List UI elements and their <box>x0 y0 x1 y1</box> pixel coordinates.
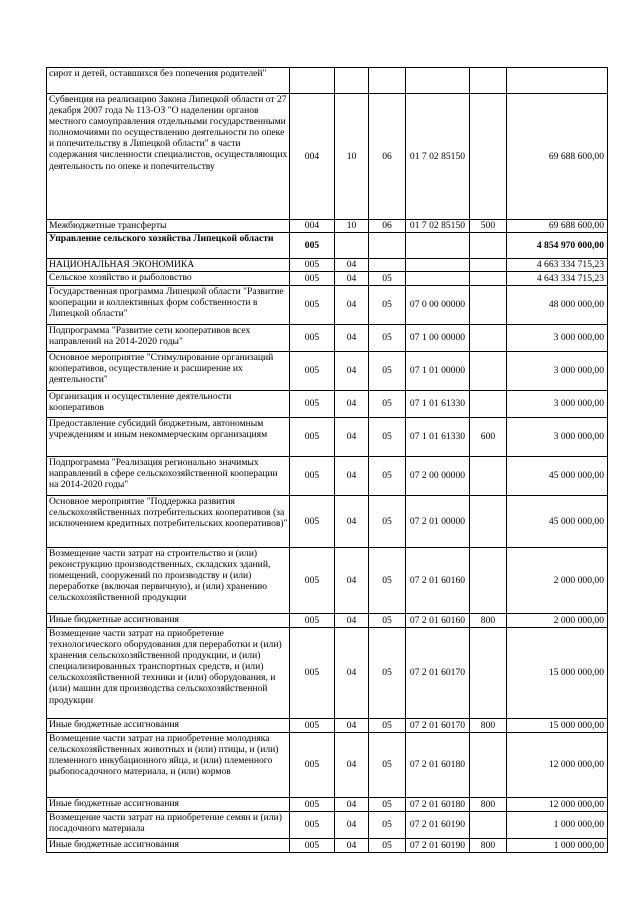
row-sum: 45 000 000,00 <box>507 496 608 548</box>
table-row <box>47 68 608 94</box>
row-sum: 69 688 600,00 <box>507 220 608 233</box>
row-rz: 04 <box>335 352 369 391</box>
row-pr: 05 <box>369 391 406 418</box>
row-ved: 005 <box>290 457 335 496</box>
row-sum: 3 000 000,00 <box>507 391 608 418</box>
row-ved: 005 <box>290 548 335 614</box>
row-csr <box>406 233 470 259</box>
table-row <box>47 839 608 853</box>
table-row <box>47 272 608 286</box>
row-sum: 4 643 334 715,23 <box>507 272 608 286</box>
table-row <box>47 812 608 839</box>
row-ved: 005 <box>290 418 335 457</box>
budget-table-body <box>47 68 608 853</box>
row-vr <box>470 496 507 548</box>
row-sum: 2 000 000,00 <box>507 548 608 614</box>
row-vr <box>470 94 507 220</box>
row-csr: 01 7 02 85150 <box>406 94 470 220</box>
row-name: Иные бюджетные ассигнования <box>47 719 290 733</box>
row-sum: 69 688 600,00 <box>507 94 608 220</box>
row-name: Межбюджетные трансферты <box>47 220 290 233</box>
row-pr: 05 <box>369 719 406 733</box>
row-rz: 04 <box>335 798 369 812</box>
row-ved: 005 <box>290 798 335 812</box>
row-sum: 3 000 000,00 <box>507 325 608 352</box>
row-rz: 04 <box>335 719 369 733</box>
row-name: сирот и детей, оставшихся без попечения родителей" <box>47 68 290 94</box>
row-rz: 10 <box>335 220 369 233</box>
row-vr <box>470 286 507 325</box>
table-row <box>47 220 608 233</box>
row-vr: 800 <box>470 719 507 733</box>
table-row <box>47 798 608 812</box>
row-pr: 05 <box>369 325 406 352</box>
row-rz: 04 <box>335 259 369 272</box>
row-name: Основное мероприятие "Стимулирование организаций кооперативов, осуществление и расширение их деятельности" <box>47 352 290 391</box>
row-pr: 05 <box>369 418 406 457</box>
row-ved: 005 <box>290 286 335 325</box>
row-csr: 07 1 01 61330 <box>406 391 470 418</box>
row-ved: 005 <box>290 496 335 548</box>
row-csr: 01 7 02 85150 <box>406 220 470 233</box>
row-rz: 04 <box>335 733 369 798</box>
table-row <box>47 391 608 418</box>
row-csr: 07 1 00 00000 <box>406 325 470 352</box>
row-name: Иные бюджетные ассигнования <box>47 839 290 853</box>
row-ved: 004 <box>290 94 335 220</box>
row-vr <box>470 391 507 418</box>
row-name: Возмещение части затрат на приобретение молодняка сельскохозяйственных животных и (или) птицы, и (или) племенного инкубационного яйца, и (или) племенного рыбопосадочного материала, и (или) кормов <box>47 733 290 798</box>
row-sum: 45 000 000,00 <box>507 457 608 496</box>
row-name: Сельское хозяйство и рыболовство <box>47 272 290 286</box>
row-ved: 005 <box>290 733 335 798</box>
table-row <box>47 719 608 733</box>
row-vr: 800 <box>470 614 507 628</box>
row-vr: 800 <box>470 798 507 812</box>
row-csr: 07 2 01 60170 <box>406 628 470 719</box>
row-csr: 07 2 01 60160 <box>406 614 470 628</box>
row-ved: 005 <box>290 391 335 418</box>
row-vr: 600 <box>470 418 507 457</box>
row-ved: 004 <box>290 220 335 233</box>
row-vr: 500 <box>470 220 507 233</box>
row-pr: 05 <box>369 628 406 719</box>
row-vr <box>470 272 507 286</box>
row-rz: 04 <box>335 272 369 286</box>
row-vr: 800 <box>470 839 507 853</box>
table-row <box>47 614 608 628</box>
row-pr: 06 <box>369 220 406 233</box>
row-sum: 15 000 000,00 <box>507 719 608 733</box>
row-ved: 005 <box>290 325 335 352</box>
row-pr: 05 <box>369 286 406 325</box>
row-vr <box>470 325 507 352</box>
row-pr: 05 <box>369 548 406 614</box>
row-sum: 1 000 000,00 <box>507 839 608 853</box>
row-vr <box>470 548 507 614</box>
row-ved: 005 <box>290 259 335 272</box>
row-sum: 2 000 000,00 <box>507 614 608 628</box>
table-row <box>47 94 608 220</box>
row-name: Возмещение части затрат на приобретение семян и (или) посадочного материала <box>47 812 290 839</box>
table-row <box>47 233 608 259</box>
row-rz <box>335 233 369 259</box>
row-ved: 005 <box>290 628 335 719</box>
row-name: Субвенция на реализацию Закона Липецкой области от 27 декабря 2007 года № 113-ОЗ "О наделении органов местного самоуправления отдельными государственными полномочиями по осуществлению деятельности по опеке и попечительству в Липецкой области" в части содержания численности специалистов, осуществляющих деятельность по опеке и попечительству <box>47 94 290 220</box>
table-row <box>47 418 608 457</box>
row-rz: 04 <box>335 391 369 418</box>
row-csr: 07 2 01 60170 <box>406 719 470 733</box>
row-vr <box>470 233 507 259</box>
row-ved: 005 <box>290 839 335 853</box>
row-csr: 07 2 00 00000 <box>406 457 470 496</box>
row-vr <box>470 628 507 719</box>
row-name: Организация и осуществление деятельности кооперативов <box>47 391 290 418</box>
row-rz: 10 <box>335 94 369 220</box>
table-row <box>47 733 608 798</box>
row-ved: 005 <box>290 614 335 628</box>
table-row <box>47 325 608 352</box>
row-name: Управление сельского хозяйства Липецкой области <box>47 233 290 259</box>
row-pr: 05 <box>369 457 406 496</box>
row-ved: 005 <box>290 352 335 391</box>
budget-table <box>46 67 608 853</box>
table-row <box>47 457 608 496</box>
row-csr: 07 2 01 60180 <box>406 798 470 812</box>
table-row <box>47 352 608 391</box>
row-csr: 07 2 01 00000 <box>406 496 470 548</box>
row-name: Подпрограмма "Реализация регионально значимых направлений в сфере сельскохозяйственной кооперации на 2014-2020 годы" <box>47 457 290 496</box>
budget-table-page <box>46 67 607 853</box>
row-rz: 04 <box>335 839 369 853</box>
row-name: Возмещение части затрат на приобретение технологического оборудования для переработки и (или) хранения сельскохозяйственной продукции, и (или) специализированных транспортных средств, и (или) сельскохозяйственной техники и (или) оборудования, и (или) машин для производства сельскохозяйственной продукции <box>47 628 290 719</box>
row-csr: 07 2 01 60190 <box>406 812 470 839</box>
row-csr <box>406 259 470 272</box>
row-pr: 05 <box>369 496 406 548</box>
row-vr <box>470 68 507 94</box>
row-sum: 3 000 000,00 <box>507 352 608 391</box>
row-pr: 06 <box>369 94 406 220</box>
row-rz: 04 <box>335 325 369 352</box>
row-name: Иные бюджетные ассигнования <box>47 614 290 628</box>
row-pr <box>369 68 406 94</box>
row-pr: 05 <box>369 614 406 628</box>
row-sum: 12 000 000,00 <box>507 798 608 812</box>
row-rz: 04 <box>335 812 369 839</box>
row-rz: 04 <box>335 548 369 614</box>
row-csr <box>406 272 470 286</box>
row-rz: 04 <box>335 614 369 628</box>
row-pr: 05 <box>369 733 406 798</box>
row-csr: 07 0 00 00000 <box>406 286 470 325</box>
row-rz: 04 <box>335 286 369 325</box>
row-vr <box>470 812 507 839</box>
row-pr: 05 <box>369 839 406 853</box>
row-rz: 04 <box>335 418 369 457</box>
row-pr: 05 <box>369 798 406 812</box>
table-row <box>47 259 608 272</box>
row-sum: 4 854 970 000,00 <box>507 233 608 259</box>
row-ved: 005 <box>290 812 335 839</box>
row-vr <box>470 259 507 272</box>
row-ved: 005 <box>290 719 335 733</box>
row-vr <box>470 733 507 798</box>
row-name: Государственная программа Липецкой области "Развитие кооперации и коллективных форм собственности в Липецкой области" <box>47 286 290 325</box>
row-csr: 07 2 01 60180 <box>406 733 470 798</box>
row-rz: 04 <box>335 496 369 548</box>
row-vr <box>470 457 507 496</box>
row-pr <box>369 233 406 259</box>
table-row <box>47 628 608 719</box>
row-sum: 48 000 000,00 <box>507 286 608 325</box>
row-name: Предоставление субсидий бюджетным, автономным учреждениям и иным некоммерческим организациям <box>47 418 290 457</box>
row-name: Основное мероприятие "Поддержка развития сельскохозяйственных потребительских кооперативов (за исключением кредитных потребительских кооперативов)" <box>47 496 290 548</box>
table-row <box>47 286 608 325</box>
row-sum <box>507 68 608 94</box>
row-rz: 04 <box>335 628 369 719</box>
row-csr: 07 2 01 60190 <box>406 839 470 853</box>
row-csr: 07 2 01 60160 <box>406 548 470 614</box>
row-rz <box>335 68 369 94</box>
row-sum: 3 000 000,00 <box>507 418 608 457</box>
row-vr <box>470 352 507 391</box>
table-row <box>47 548 608 614</box>
row-name: Иные бюджетные ассигнования <box>47 798 290 812</box>
row-sum: 12 000 000,00 <box>507 733 608 798</box>
row-rz: 04 <box>335 457 369 496</box>
row-name: Возмещение части затрат на строительство и (или) реконструкцию производственных, складских зданий, помещений, сооружений по производству и (или) переработке (включая первичную), и (или) хранению сельскохозяйственной продукции <box>47 548 290 614</box>
row-pr <box>369 259 406 272</box>
row-sum: 15 000 000,00 <box>507 628 608 719</box>
row-pr: 05 <box>369 352 406 391</box>
row-ved <box>290 68 335 94</box>
table-row <box>47 496 608 548</box>
row-name: НАЦИОНАЛЬНАЯ ЭКОНОМИКА <box>47 259 290 272</box>
row-sum: 4 663 334 715,23 <box>507 259 608 272</box>
row-sum: 1 000 000,00 <box>507 812 608 839</box>
row-csr: 07 1 01 00000 <box>406 352 470 391</box>
row-name: Подпрограмма "Развитие сети кооперативов всех направлений на 2014-2020 годы" <box>47 325 290 352</box>
row-csr: 07 1 01 61330 <box>406 418 470 457</box>
row-ved: 005 <box>290 233 335 259</box>
row-pr: 05 <box>369 812 406 839</box>
row-ved: 005 <box>290 272 335 286</box>
row-pr: 05 <box>369 272 406 286</box>
row-csr <box>406 68 470 94</box>
